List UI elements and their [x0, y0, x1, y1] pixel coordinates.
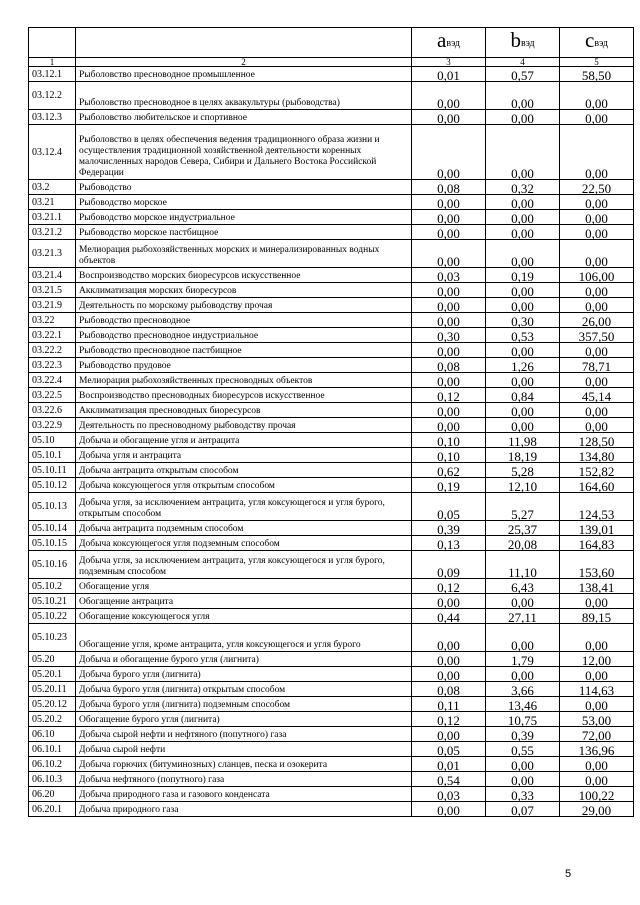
coefficient-c: 26,00 — [560, 313, 634, 328]
coefficient-c: 0,00 — [560, 240, 634, 268]
coefficient-b: 0,00 — [486, 624, 560, 652]
coefficient-b: 1,79 — [486, 652, 560, 667]
coefficient-b: 0,00 — [486, 210, 560, 225]
okved-code: 06.20.1 — [29, 802, 76, 817]
activity-name: Акклиматизация пресноводных биоресурсов — [76, 403, 412, 418]
coefficient-c: 89,15 — [560, 609, 634, 624]
okved-code: 03.22.4 — [29, 373, 76, 388]
table-row — [29, 298, 634, 313]
activity-name: Обогащение угля, кроме антрацита, угля коксующегося и угля бурого — [76, 624, 412, 652]
table-row — [29, 697, 634, 712]
okved-code: 03.21.1 — [29, 210, 76, 225]
table-row — [29, 757, 634, 772]
okved-code: 05.10.23 — [29, 624, 76, 652]
table-row — [29, 742, 634, 757]
coefficient-c: 0,00 — [560, 343, 634, 358]
column-index: 2 — [76, 58, 412, 67]
coefficient-c: 12,00 — [560, 652, 634, 667]
table-row — [29, 667, 634, 682]
coefficient-a: 0,03 — [412, 268, 486, 283]
coefficient-c: 0,00 — [560, 594, 634, 609]
coefficient-c: 106,00 — [560, 268, 634, 283]
okved-code: 05.10.15 — [29, 536, 76, 551]
coefficient-a: 0,00 — [412, 727, 486, 742]
coefficient-b: 0,00 — [486, 110, 560, 125]
okved-code: 06.10.3 — [29, 772, 76, 787]
coefficient-a: 0,00 — [412, 667, 486, 682]
table-row — [29, 787, 634, 802]
activity-name: Добыча сырой нефти — [76, 742, 412, 757]
table-row — [29, 110, 634, 125]
coefficient-a: 0,05 — [412, 742, 486, 757]
coefficient-b: 13,46 — [486, 697, 560, 712]
table-row — [29, 478, 634, 493]
header-b-letter: b — [510, 28, 521, 52]
table-row — [29, 388, 634, 403]
coefficient-a: 0,00 — [412, 802, 486, 817]
okved-code: 03.22.2 — [29, 343, 76, 358]
coefficient-b: 0,30 — [486, 313, 560, 328]
coefficient-a: 0,30 — [412, 328, 486, 343]
table-row — [29, 268, 634, 283]
coefficient-a: 0,00 — [412, 225, 486, 240]
okved-code: 03.12.1 — [29, 67, 76, 82]
coefficient-a: 0,10 — [412, 433, 486, 448]
coefficient-c: 58,50 — [560, 67, 634, 82]
coefficient-a: 0,00 — [412, 418, 486, 433]
coefficient-a: 0,00 — [412, 373, 486, 388]
table-row — [29, 727, 634, 742]
coefficient-a: 0,62 — [412, 463, 486, 478]
coefficient-a: 0,00 — [412, 283, 486, 298]
table-row — [29, 652, 634, 667]
okved-code: 03.12.4 — [29, 125, 76, 180]
coefficient-b: 27,11 — [486, 609, 560, 624]
coefficient-c: 124,53 — [560, 493, 634, 521]
coefficient-c: 53,00 — [560, 712, 634, 727]
coefficient-c: 134,80 — [560, 448, 634, 463]
okved-code: 05.20.12 — [29, 697, 76, 712]
header-b-subscript: вэд — [520, 38, 535, 49]
activity-name: Воспроизводство пресноводных биоресурсов искусственное — [76, 388, 412, 403]
coefficient-c: 72,00 — [560, 727, 634, 742]
header-c-vad — [560, 28, 634, 58]
okved-code: 03.21 — [29, 195, 76, 210]
header-a-subscript: вэд — [446, 38, 460, 49]
coefficient-b: 0,00 — [486, 82, 560, 110]
table-row — [29, 802, 634, 817]
table-row — [29, 551, 634, 579]
activity-name: Добыча и обогащение бурого угля (лигнита) — [76, 652, 412, 667]
okved-code: 03.12.2 — [29, 82, 76, 110]
table-row — [29, 82, 634, 110]
coefficient-a: 0,00 — [412, 298, 486, 313]
coefficient-a: 0,13 — [412, 536, 486, 551]
coefficient-c: 153,60 — [560, 551, 634, 579]
okved-code: 05.10.13 — [29, 493, 76, 521]
okved-code: 03.2 — [29, 180, 76, 195]
column-index-row — [29, 58, 634, 67]
coefficient-a: 0,00 — [412, 195, 486, 210]
okved-code: 05.10 — [29, 433, 76, 448]
coefficient-c: 138,41 — [560, 579, 634, 594]
table-row — [29, 536, 634, 551]
coefficient-c: 45,14 — [560, 388, 634, 403]
coefficient-a: 0,00 — [412, 82, 486, 110]
table-row — [29, 594, 634, 609]
header-cell-code — [29, 28, 76, 58]
coefficient-b: 0,00 — [486, 240, 560, 268]
coefficient-c: 139,01 — [560, 521, 634, 536]
header-a-vad — [412, 28, 486, 58]
coefficient-b: 0,00 — [486, 772, 560, 787]
table-row — [29, 343, 634, 358]
okved-code: 05.10.21 — [29, 594, 76, 609]
activity-name: Добыча бурого угля (лигнита) подземным способом — [76, 697, 412, 712]
coefficient-c: 0,00 — [560, 195, 634, 210]
okved-code: 05.10.2 — [29, 579, 76, 594]
coefficient-c: 0,00 — [560, 298, 634, 313]
activity-name: Воспроизводство морских биоресурсов искусственное — [76, 268, 412, 283]
coefficient-a: 0,00 — [412, 403, 486, 418]
okved-code: 06.10 — [29, 727, 76, 742]
coefficient-b: 6,43 — [486, 579, 560, 594]
coefficient-b: 12,10 — [486, 478, 560, 493]
activity-name: Рыбоводство морское пастбищное — [76, 225, 412, 240]
activity-name: Обогащение коксующегося угля — [76, 609, 412, 624]
coefficient-b: 18,19 — [486, 448, 560, 463]
coefficient-a: 0,08 — [412, 682, 486, 697]
column-index: 4 — [486, 58, 560, 67]
header-a-letter: a — [437, 28, 447, 52]
coefficient-b: 20,08 — [486, 536, 560, 551]
header-c-letter: c — [585, 28, 595, 52]
coefficient-a: 0,01 — [412, 67, 486, 82]
coefficient-a: 0,08 — [412, 358, 486, 373]
table-row — [29, 195, 634, 210]
coefficient-b: 0,00 — [486, 373, 560, 388]
activity-name: Обогащение бурого угля (лигнита) — [76, 712, 412, 727]
coefficient-a: 0,08 — [412, 180, 486, 195]
coefficient-b: 0,53 — [486, 328, 560, 343]
table-row — [29, 682, 634, 697]
coefficient-c: 0,00 — [560, 283, 634, 298]
table-row — [29, 358, 634, 373]
table-row — [29, 313, 634, 328]
coefficient-a: 0,39 — [412, 521, 486, 536]
coefficient-c: 0,00 — [560, 373, 634, 388]
okved-code: 05.10.14 — [29, 521, 76, 536]
coefficient-a: 0,00 — [412, 624, 486, 652]
okved-code: 03.21.2 — [29, 225, 76, 240]
okved-code: 03.22.9 — [29, 418, 76, 433]
coefficient-a: 0,54 — [412, 772, 486, 787]
activity-name: Обогащение антрацита — [76, 594, 412, 609]
coefficient-b: 0,33 — [486, 787, 560, 802]
activity-name: Добыча коксующегося угля открытым способом — [76, 478, 412, 493]
coefficient-b: 0,07 — [486, 802, 560, 817]
table-row — [29, 180, 634, 195]
coefficient-b: 5,28 — [486, 463, 560, 478]
okved-code: 05.20.1 — [29, 667, 76, 682]
table-row — [29, 373, 634, 388]
activity-name: Добыча нефтяного (попутного) газа — [76, 772, 412, 787]
coefficient-c: 0,00 — [560, 82, 634, 110]
activity-name: Добыча коксующегося угля подземным способом — [76, 536, 412, 551]
coefficient-b: 0,32 — [486, 180, 560, 195]
okved-code: 06.10.2 — [29, 757, 76, 772]
table-row — [29, 772, 634, 787]
okved-code: 06.20 — [29, 787, 76, 802]
activity-name: Добыча сырой нефти и нефтяного (попутного) газа — [76, 727, 412, 742]
coefficient-c: 136,96 — [560, 742, 634, 757]
okved-code: 03.22.3 — [29, 358, 76, 373]
okved-code: 03.21.3 — [29, 240, 76, 268]
okved-code: 05.10.22 — [29, 609, 76, 624]
coefficient-c: 0,00 — [560, 757, 634, 772]
coefficient-b: 0,00 — [486, 343, 560, 358]
table-row — [29, 283, 634, 298]
coefficient-b: 0,55 — [486, 742, 560, 757]
activity-name: Добыча природного газа — [76, 802, 412, 817]
activity-name: Добыча антрацита подземным способом — [76, 521, 412, 536]
coefficient-a: 0,00 — [412, 313, 486, 328]
coefficient-b: 0,00 — [486, 195, 560, 210]
table-row — [29, 240, 634, 268]
table-row — [29, 433, 634, 448]
table-row — [29, 712, 634, 727]
coefficient-b: 0,00 — [486, 418, 560, 433]
coefficient-a: 0,00 — [412, 594, 486, 609]
coefficient-a: 0,01 — [412, 757, 486, 772]
okved-code: 03.21.5 — [29, 283, 76, 298]
activity-name: Добыча бурого угля (лигнита) — [76, 667, 412, 682]
coefficient-c: 357,50 — [560, 328, 634, 343]
coefficient-b: 10,75 — [486, 712, 560, 727]
coefficient-c: 152,82 — [560, 463, 634, 478]
coefficient-c: 0,00 — [560, 125, 634, 180]
coefficient-b: 0,57 — [486, 67, 560, 82]
coefficient-a: 0,09 — [412, 551, 486, 579]
table-row — [29, 328, 634, 343]
coefficient-c: 0,00 — [560, 697, 634, 712]
coefficient-a: 0,00 — [412, 125, 486, 180]
coefficient-a: 0,00 — [412, 240, 486, 268]
activity-name: Добыча природного газа и газового конденсата — [76, 787, 412, 802]
coefficient-c: 128,50 — [560, 433, 634, 448]
activity-name: Рыбоводство — [76, 180, 412, 195]
coefficient-a: 0,10 — [412, 448, 486, 463]
table-row — [29, 624, 634, 652]
coefficient-c: 0,00 — [560, 225, 634, 240]
column-index: 5 — [560, 58, 634, 67]
activity-name: Рыболовство пресноводное в целях аквакультуры (рыбоводства) — [76, 82, 412, 110]
okved-code: 05.10.12 — [29, 478, 76, 493]
coefficient-b: 0,00 — [486, 298, 560, 313]
coefficient-c: 164,83 — [560, 536, 634, 551]
column-index: 3 — [412, 58, 486, 67]
coefficient-b: 0,00 — [486, 225, 560, 240]
header-b-vad — [486, 28, 560, 58]
activity-name: Рыбоводство морское индустриальное — [76, 210, 412, 225]
coefficient-b: 0,00 — [486, 125, 560, 180]
coefficient-b: 0,39 — [486, 727, 560, 742]
coefficient-b: 1,26 — [486, 358, 560, 373]
okved-code: 05.10.11 — [29, 463, 76, 478]
header-c-subscript: вэд — [594, 38, 608, 49]
coefficient-b: 0,84 — [486, 388, 560, 403]
coefficient-b: 0,00 — [486, 667, 560, 682]
coefficient-b: 0,00 — [486, 594, 560, 609]
activity-name: Добыча бурого угля (лигнита) открытым способом — [76, 682, 412, 697]
coefficient-b: 5,27 — [486, 493, 560, 521]
activity-name: Обогащение угля — [76, 579, 412, 594]
coefficient-c: 100,22 — [560, 787, 634, 802]
okved-code: 03.22 — [29, 313, 76, 328]
activity-name: Добыча и обогащение угля и антрацита — [76, 433, 412, 448]
okved-code: 03.12.3 — [29, 110, 76, 125]
okved-code: 05.20 — [29, 652, 76, 667]
table-row — [29, 521, 634, 536]
activity-name: Деятельность по пресноводному рыбоводству прочая — [76, 418, 412, 433]
coefficient-a: 0,44 — [412, 609, 486, 624]
coefficient-c: 78,71 — [560, 358, 634, 373]
activity-name: Рыболовство в целях обеспечения ведения традиционного образа жизни и осуществления традиционной хозяйственной деятельности коренных малочисленных народов Севера, Сибири и Дальнего Востока Российской Федерации — [76, 125, 412, 180]
okved-code: 03.22.5 — [29, 388, 76, 403]
activity-name: Мелиорация рыбохозяйственных морских и минерализированных водных объектов — [76, 240, 412, 268]
activity-name: Рыбоводство пресноводное индустриальное — [76, 328, 412, 343]
table-body — [29, 67, 634, 817]
table-row — [29, 125, 634, 180]
okved-code: 06.10.1 — [29, 742, 76, 757]
activity-name: Рыбоводство пресноводное пастбищное — [76, 343, 412, 358]
activity-name: Рыбоводство прудовое — [76, 358, 412, 373]
coefficient-b: 0,00 — [486, 403, 560, 418]
coefficient-c: 164,60 — [560, 478, 634, 493]
table-row — [29, 463, 634, 478]
coefficient-c: 29,00 — [560, 802, 634, 817]
activity-name: Мелиорация рыбохозяйственных пресноводных объектов — [76, 373, 412, 388]
coefficient-a: 0,00 — [412, 343, 486, 358]
coefficient-c: 0,00 — [560, 403, 634, 418]
activity-name: Добыча горючих (битуминозных) сланцев, песка и озокерита — [76, 757, 412, 772]
table-row — [29, 403, 634, 418]
column-index: 1 — [29, 58, 76, 67]
coefficient-c: 0,00 — [560, 418, 634, 433]
coefficient-b: 25,37 — [486, 521, 560, 536]
activity-name: Деятельность по морскому рыбоводству прочая — [76, 298, 412, 313]
activity-name: Добыча угля и антрацита — [76, 448, 412, 463]
page-number: 5 — [565, 868, 572, 880]
okved-code: 03.22.6 — [29, 403, 76, 418]
coefficient-a: 0,11 — [412, 697, 486, 712]
okved-code: 03.21.9 — [29, 298, 76, 313]
coefficient-a: 0,12 — [412, 712, 486, 727]
table-row — [29, 225, 634, 240]
activity-name: Рыбоводство пресноводное — [76, 313, 412, 328]
coefficient-b: 11,10 — [486, 551, 560, 579]
coefficient-a: 0,00 — [412, 210, 486, 225]
coefficient-a: 0,19 — [412, 478, 486, 493]
coefficients-table — [28, 27, 634, 817]
okved-code: 05.20.11 — [29, 682, 76, 697]
coefficient-a: 0,12 — [412, 579, 486, 594]
coefficient-a: 0,00 — [412, 652, 486, 667]
coefficient-c: 0,00 — [560, 772, 634, 787]
okved-code: 05.10.16 — [29, 551, 76, 579]
coefficient-c: 0,00 — [560, 667, 634, 682]
coefficient-a: 0,03 — [412, 787, 486, 802]
table-row — [29, 418, 634, 433]
activity-name: Добыча угля, за исключением антрацита, угля коксующегося и угля бурого, открытым способом — [76, 493, 412, 521]
okved-code: 03.21.4 — [29, 268, 76, 283]
header-cell-name — [76, 28, 412, 58]
coefficient-b: 0,00 — [486, 283, 560, 298]
okved-code: 05.20.2 — [29, 712, 76, 727]
coefficient-c: 114,63 — [560, 682, 634, 697]
coefficient-c: 0,00 — [560, 110, 634, 125]
coefficient-a: 0,00 — [412, 110, 486, 125]
activity-name: Добыча угля, за исключением антрацита, угля коксующегося и угля бурого, подземным способом — [76, 551, 412, 579]
okved-code: 03.22.1 — [29, 328, 76, 343]
table-row — [29, 448, 634, 463]
table-row — [29, 67, 634, 82]
okved-code: 05.10.1 — [29, 448, 76, 463]
table-row — [29, 609, 634, 624]
header-row — [29, 28, 634, 58]
activity-name: Рыболовство любительское и спортивное — [76, 110, 412, 125]
table-row — [29, 210, 634, 225]
coefficient-b: 3,66 — [486, 682, 560, 697]
coefficient-a: 0,05 — [412, 493, 486, 521]
table-row — [29, 493, 634, 521]
coefficient-c: 0,00 — [560, 210, 634, 225]
activity-name: Рыбоводство морское — [76, 195, 412, 210]
coefficient-b: 11,98 — [486, 433, 560, 448]
coefficient-c: 0,00 — [560, 624, 634, 652]
coefficient-a: 0,12 — [412, 388, 486, 403]
activity-name: Добыча антрацита открытым способом — [76, 463, 412, 478]
coefficient-b: 0,00 — [486, 757, 560, 772]
coefficient-b: 0,19 — [486, 268, 560, 283]
activity-name: Рыболовство пресноводное промышленное — [76, 67, 412, 82]
table-row — [29, 579, 634, 594]
coefficient-c: 22,50 — [560, 180, 634, 195]
activity-name: Акклиматизация морских биоресурсов — [76, 283, 412, 298]
